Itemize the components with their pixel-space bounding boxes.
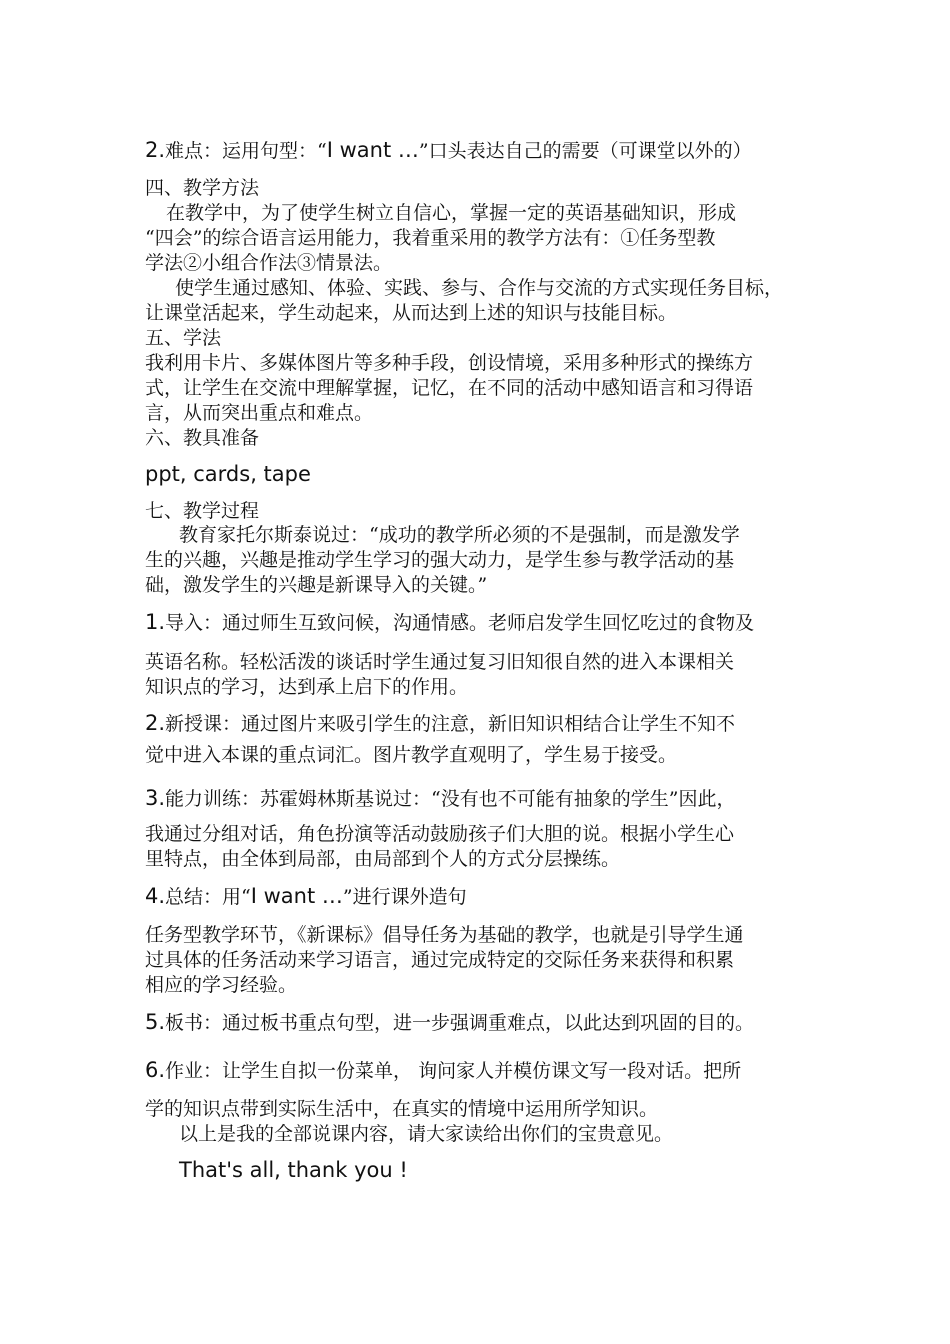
process-intro-line: 础，激发学生的兴趣是新课导入的关键。” [145,574,488,596]
study-line: 我利用卡片、多媒体图片等多种手段，创设情境，采用多种形式的操练方 [145,352,754,374]
step-1-line [145,610,754,635]
step-2-line: 觉中进入本课的重点词汇。图片教学直观明了，学生易于接受。 [145,744,678,766]
step-2-line [145,711,735,736]
difficulty-english: I want … [326,138,419,162]
task-line: 相应的学习经验。 [145,974,298,996]
closing-line: 以上是我的全部说课内容，请大家读给出你们的宝贵意见。 [179,1123,674,1145]
methods-paragraph-2-line: 让课堂活起来，学生动起来，从而达到上述的知识与技能目标。 [145,302,678,324]
difficulty-text-pre: 难点：运用句型：“ [165,140,327,162]
step-6-line [145,1058,741,1083]
methods-paragraph-2-line: 使学生通过感知、体验、实践、参与、合作与交流的方式实现任务目标， [175,277,784,299]
step-1-line: 知识点的学习，达到承上启下的作用。 [145,676,469,698]
item-number: 2. [145,138,166,162]
study-line: 式，让学生在交流中理解掌握，记忆，在不同的活动中感知语言和习得语 [145,377,754,399]
methods-paragraph-1-line: 在教学中，为了使学生树立自信心，掌握一定的英语基础知识，形成 [166,202,737,224]
step-3-line: 我通过分组对话，角色扮演等活动鼓励孩子们大胆的说。根据小学生心 [145,823,735,845]
item-number: 1. [145,610,166,634]
item-number: 2. [145,711,166,735]
methods-paragraph-1-line: 学法②小组合作法③情景法。 [145,252,393,274]
step-2-text: 新授课：通过图片来吸引学生的注意，新旧知识相结合让学生不知不 [165,713,736,735]
step-4-text-pre: 总结：用“ [165,886,251,908]
step-4-line [145,884,467,909]
methods-paragraph-1-line: “四会”的综合语言运用能力，我着重采用的教学方法有：①任务型教 [145,227,716,249]
step-6-text: 作业：让学生自拟一份菜单， 询问家人并模仿课文写一段对话。把所 [165,1060,742,1082]
step-3-line [145,786,735,811]
step-5-line [145,1010,754,1035]
step-3-line: 里特点，由全体到局部，由局部到个人的方式分层操练。 [145,848,621,870]
item-number: 5. [145,1010,166,1034]
tools-list: ppt, cards, tape [145,462,311,486]
study-line: 言，从而突出重点和难点。 [145,402,374,424]
item-number: 6. [145,1058,166,1082]
step-5-text: 板书：通过板书重点句型，进一步强调重难点，以此达到巩固的目的。 [165,1012,755,1034]
section-heading-study: 五、学法 [145,327,222,349]
item-number: 4. [145,884,166,908]
step-1-line: 英语名称。轻松活泼的谈话时学生通过复习旧知很自然的进入本课相关 [145,651,735,673]
step-3-text: 能力训练：苏霍姆林斯基说过：“没有也不可能有抽象的学生”因此， [165,788,736,810]
step-1-text: 导入：通过师生互致问候，沟通情感。老师启发学生回忆吃过的食物及 [165,612,755,634]
difficulty-text-post: ”口头表达自己的需要（可课堂以外的） [418,140,752,162]
task-line: 过具体的任务活动来学习语言，通过完成特定的交际任务来获得和积累 [145,949,735,971]
step-4-english: I want … [250,884,343,908]
process-intro-line: 教育家托尔斯泰说过：“成功的教学所必须的不是强制，而是激发学 [179,524,740,546]
step-6-line: 学的知识点带到实际生活中，在真实的情境中运用所学知识。 [145,1098,659,1120]
section-heading-process: 七、教学过程 [145,500,260,522]
step-4-text-post: ”进行课外造句 [342,886,467,908]
section-heading-tools: 六、教具准备 [145,427,260,449]
item-number: 3. [145,786,166,810]
section-heading-methods: 四、教学方法 [145,177,260,199]
difficulty-line [145,138,752,163]
process-intro-line: 生的兴趣，兴趣是推动学生学习的强大动力，是学生参与教学活动的基 [145,549,735,571]
thanks-line: That's all, thank you ! [179,1158,408,1182]
task-line: 任务型教学环节，《新课标》倡导任务为基础的教学，也就是引导学生通 [145,924,744,946]
